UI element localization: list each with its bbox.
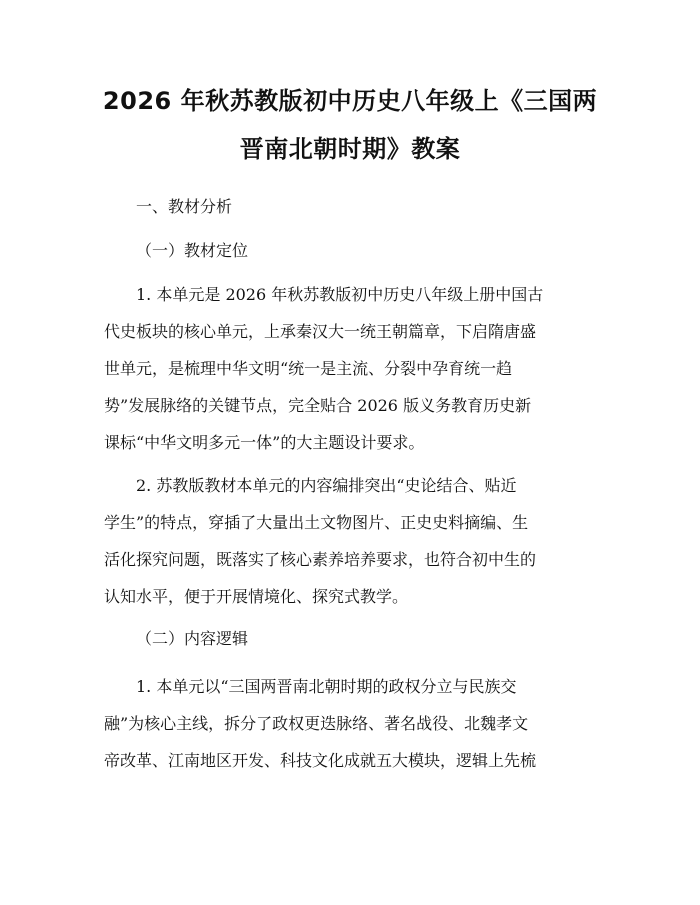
paragraph-1-line: 势”发展脉络的关键节点，完全贴合 2026 版义务教育历史新 <box>104 396 532 415</box>
paragraph-2-line: 认知水平，便于开展情境化、探究式教学。 <box>104 587 409 606</box>
paragraph-1-line: 1. 本单元是 2026 年秋苏教版初中历史八年级上册中国古 <box>136 285 544 304</box>
paragraph-3-line: 融”为核心主线，拆分了政权更迭脉络、著名战役、北魏孝文 <box>104 714 529 733</box>
subsection-heading-textbook-position: （一）教材定位 <box>136 241 249 260</box>
subsection-heading-content-logic: （二）内容逻辑 <box>136 629 249 648</box>
paragraph-2-line: 2. 苏教版教材本单元的内容编排突出“史论结合、贴近 <box>136 476 517 495</box>
paragraph-1-line: 代史板块的核心单元，上承秦汉大一统王朝篇章，下启隋唐盛 <box>104 322 537 341</box>
paragraph-1-line: 课标“中华文明多元一体”的大主题设计要求。 <box>104 433 425 452</box>
paragraph-2-line: 活化探究问题，既落实了核心素养培养要求，也符合初中生的 <box>104 550 537 569</box>
paragraph-3-line: 1. 本单元以“三国两晋南北朝时期的政权分立与民族交 <box>136 677 517 696</box>
section-heading-textbook-analysis: 一、教材分析 <box>136 197 233 216</box>
paragraph-2-line: 学生”的特点，穿插了大量出土文物图片、正史史料摘编、生 <box>104 513 529 532</box>
document-title-line-1: 2026 年秋苏教版初中历史八年级上《三国两 <box>102 87 598 115</box>
paragraph-1-line: 世单元，是梳理中华文明“统一是主流、分裂中孕育统一趋 <box>104 359 513 378</box>
paragraph-3-line: 帝改革、江南地区开发、科技文化成就五大模块，逻辑上先梳 <box>104 751 537 770</box>
document-title-line-2: 晋南北朝时期》教案 <box>239 135 461 163</box>
